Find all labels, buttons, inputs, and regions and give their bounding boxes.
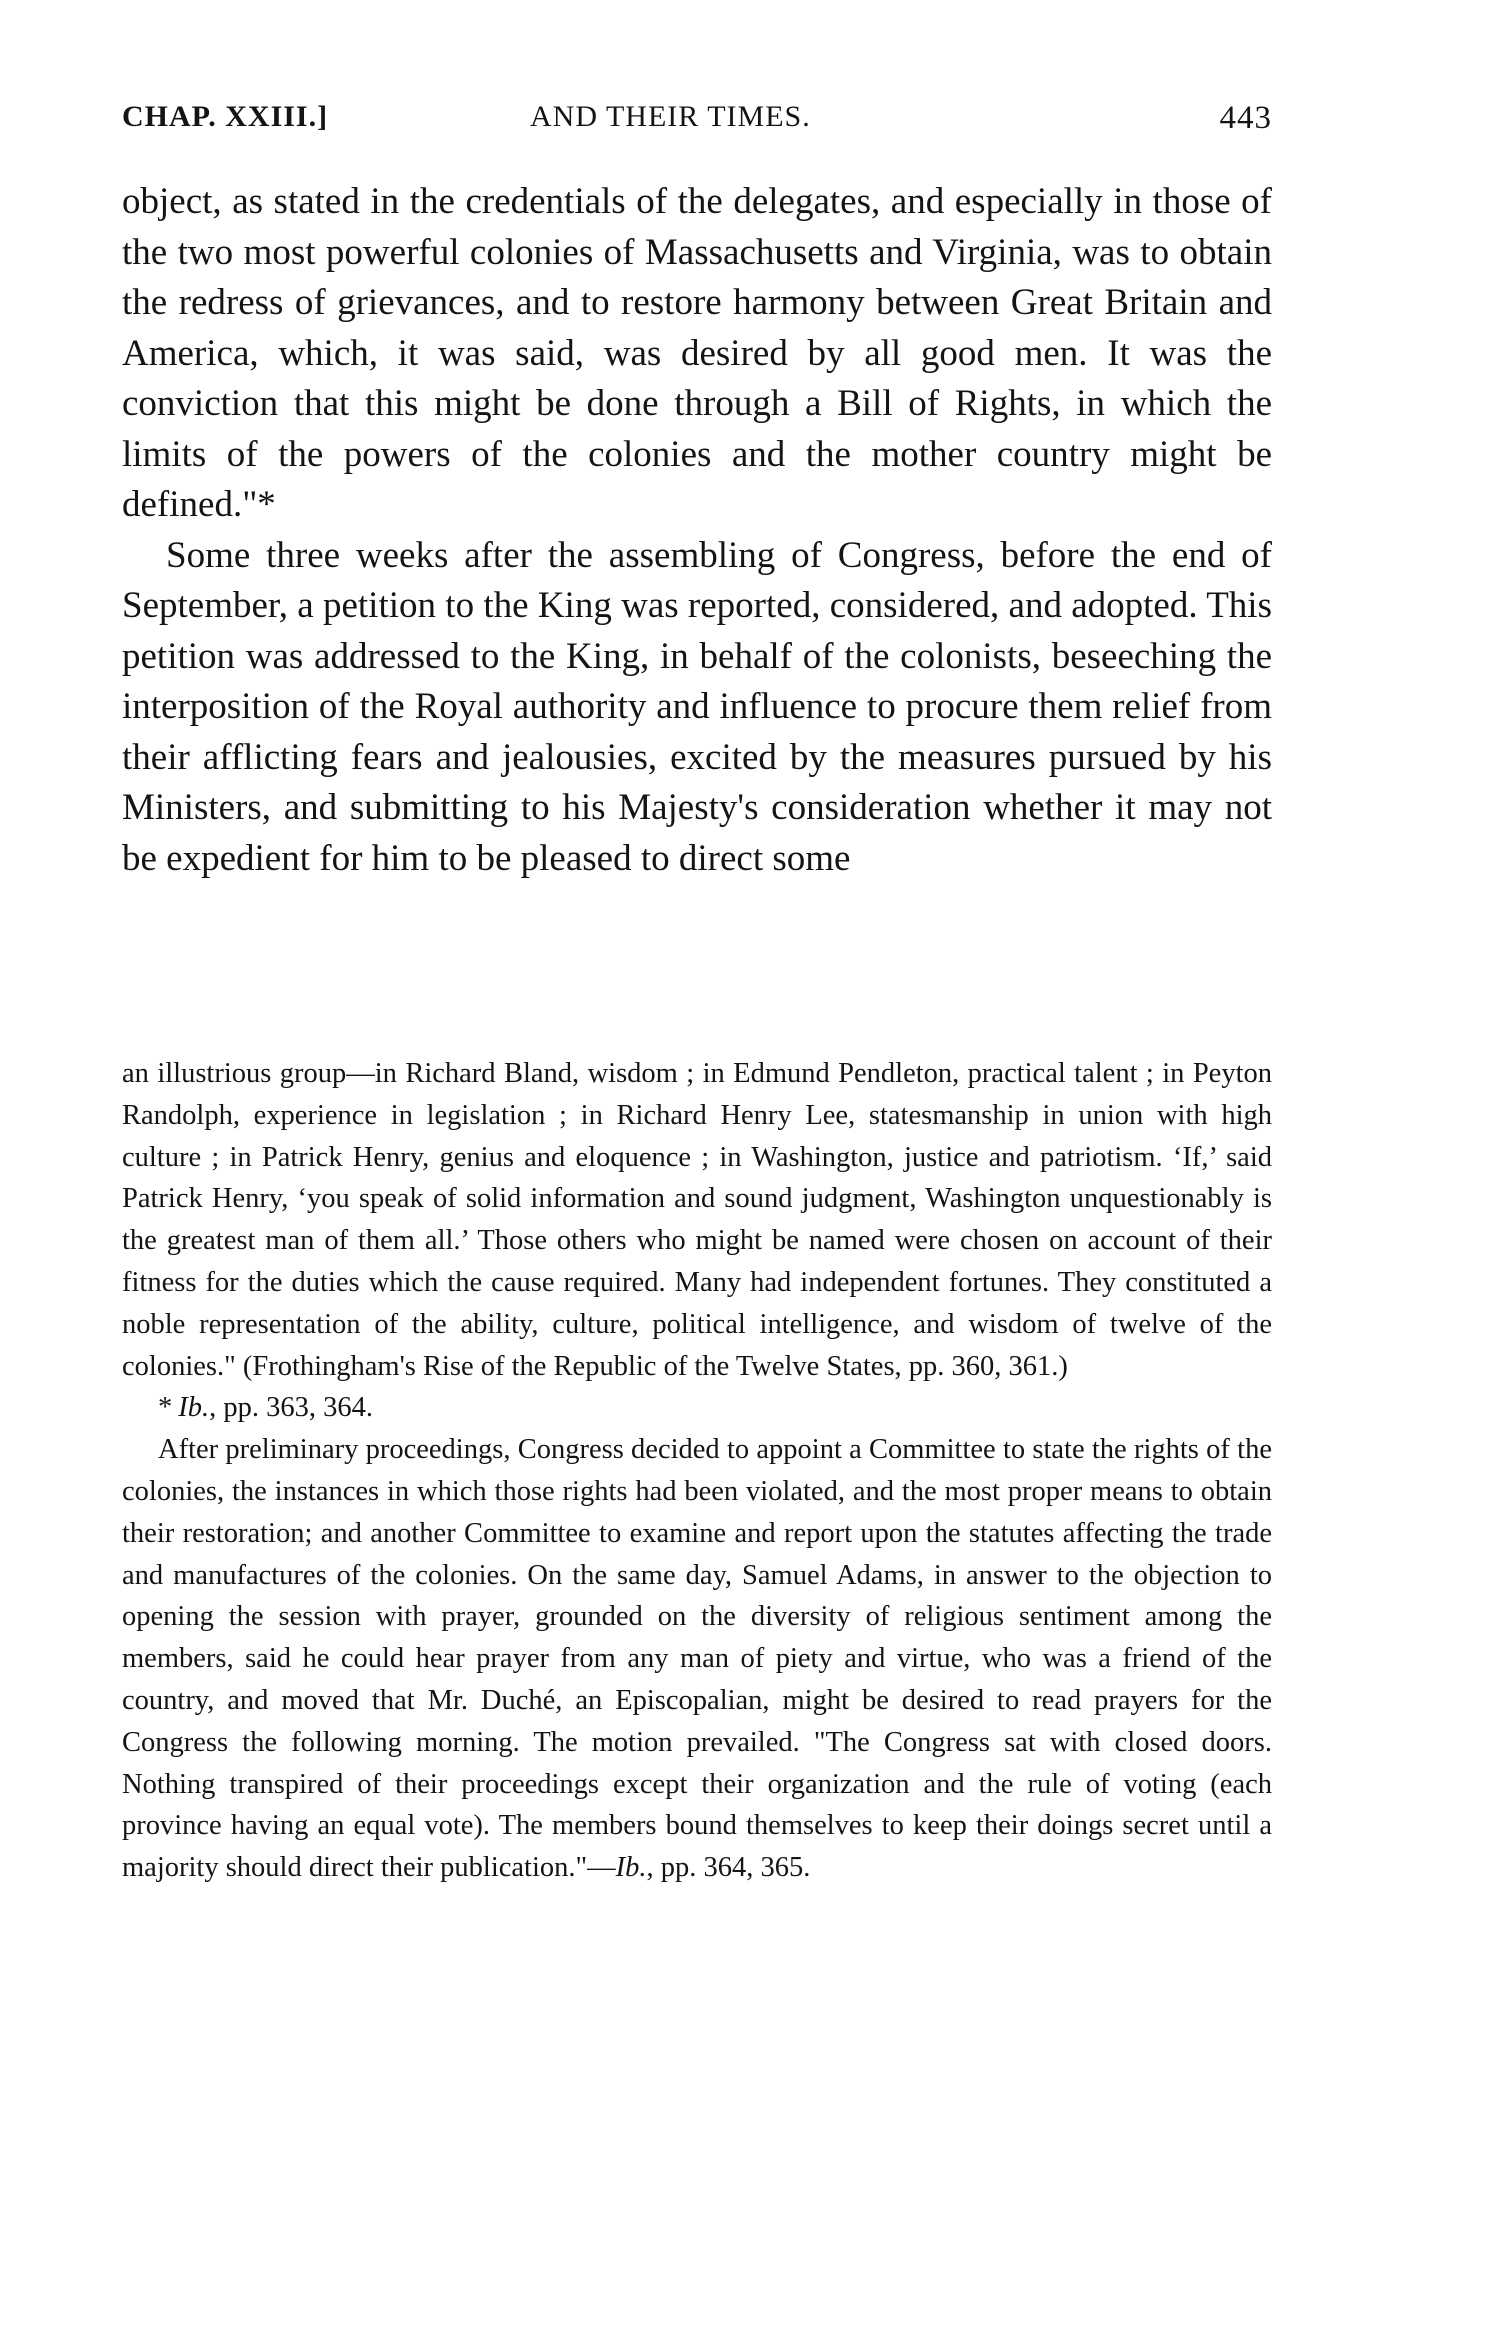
paragraph-petition: Some three weeks after the assembling of Congress, before the end of September, a petition to the King was reported, considered, and adopted. This petition was addressed to the King, in behalf of the colonists, beseeching the interposition of the Royal authority and influence to procure them relief from their afflicting fears and jealousies, excited by the measures pursued by his Ministers, and submitting to his Majesty's consideration whether it may not be expedient for him to be pleased to direct some	[122, 534, 1272, 879]
footnote-ib: Ib.	[178, 1392, 210, 1424]
footnote-body-end: , pp. 364, 365.	[646, 1852, 811, 1884]
chapter-label: CHAP. XXIII.]	[122, 100, 329, 133]
footnote-body-text: After preliminary proceedings, Congress decided to appoint a Committee to state the rights of the colonies, the instances in which those rights had been violated, and the most proper means to obtain their restoration; and another Committee to examine and report upon the statutes affecting the trade and manufactures of the colonies. On the same day, Samuel Adams, in answer to the objection to opening the session with prayer, grounded on the diversity of religious sentiment among the members, said he could hear prayer from any man of piety and virtue, who was a friend of the country, and moved that Mr. Duché, an Episcopalian, might be desired to read prayers for the Congress the following morning. The motion prevailed. "The Congress sat with closed doors. Nothing transpired of their proceedings except their organization and the rule of voting (each province having an equal vote). The members bound themselves to keep their doings secret until a majority should direct their publication."—	[122, 1434, 1272, 1884]
running-title: AND THEIR TIMES.	[530, 100, 811, 133]
page-number: 443	[1219, 100, 1272, 136]
footnote-body	[122, 1429, 1272, 1889]
footnotes	[122, 1053, 1272, 1889]
footnote-continued: an illustrious group—in Richard Bland, wisdom ; in Edmund Pendleton, practical talent ; in Peyton Randolph, experience in legislation ; in Richard Henry Lee, statesmanship in union with high culture ; in Patrick Henry, genius and eloquence ; in Washington, justice and patriotism. ‘If,’ said Patrick Henry, ‘you speak of solid information and sound judgment, Washington unquestionably is the greatest man of them all.’ Those others who might be named were chosen on account of their fitness for the duties which the cause required. Many had independent fortunes. They constituted a noble representation of the ability, culture, political intelligence, and wisdom of twelve of the colonies." (Frothingham's Rise of the Republic of the Twelve States, pp. 360, 361.)	[122, 1058, 1272, 1382]
paragraph-continued: object, as stated in the credentials of the delegates, and especially in those of the two most powerful colonies of Massachusetts and Virginia, was to obtain the redress of grievances, and to restore harmony between Great Britain and America, which, it was said, was desired by all good men. It was the conviction that this might be done through a Bill of Rights, in which the limits of the powers of the colonies and the mother country might be defined."*	[122, 181, 1272, 525]
footnote-star	[122, 1387, 1272, 1429]
main-text	[122, 177, 1272, 884]
running-head	[122, 100, 1272, 140]
footnote-pages: , pp. 363, 364.	[209, 1392, 373, 1424]
footnote-mark: *	[158, 1392, 173, 1424]
footnote-body-ib: Ib.	[615, 1852, 647, 1884]
